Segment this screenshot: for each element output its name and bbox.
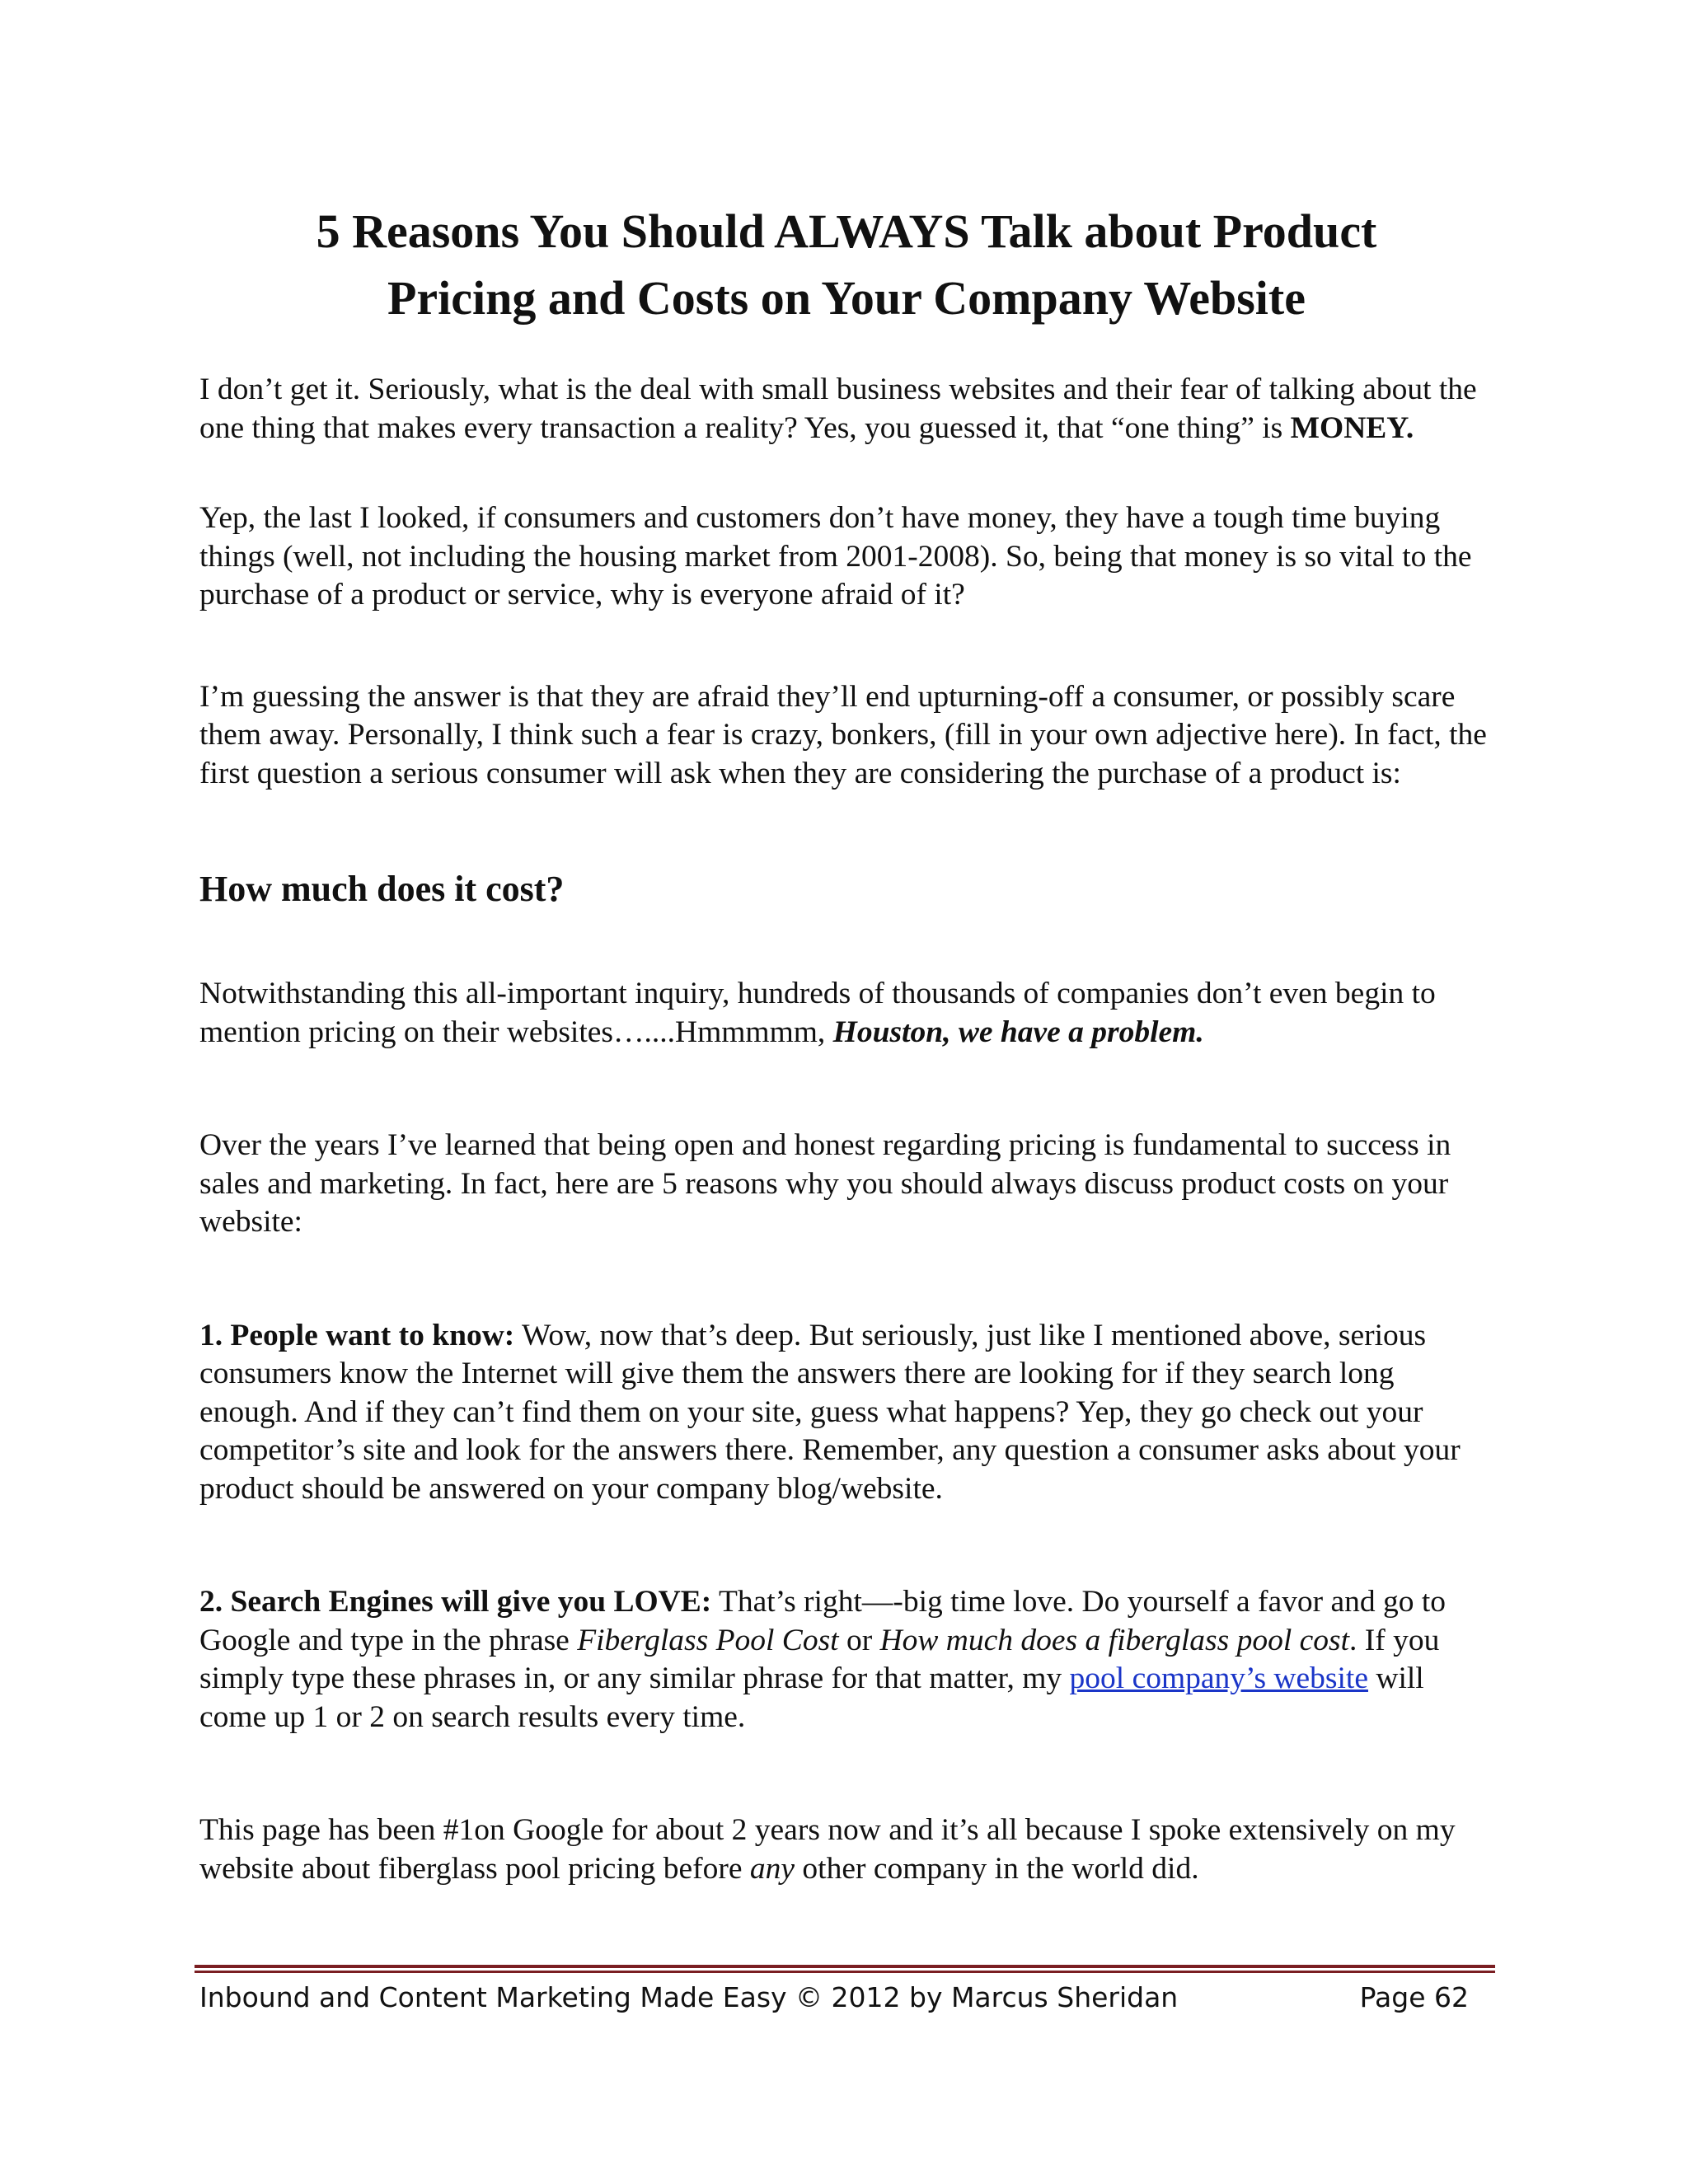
reason-2-text-4: will come up 1 or 2 on search results every time. bbox=[199, 1661, 1424, 1734]
reason-1-paragraph bbox=[199, 1317, 1493, 1509]
google-ranking-paragraph bbox=[199, 1811, 1493, 1888]
reason-2-text-2: or bbox=[838, 1623, 880, 1657]
reason-1-label: 1. People want to know: bbox=[199, 1318, 515, 1352]
reason-2-text-1: That’s right—-big time love. Do yourself a favor and go to Google and type in the phrase bbox=[199, 1585, 1447, 1657]
intro-text: I don’t get it. Seriously, what is the deal with small business websites and their fear of talking about the one thing that makes every transaction a reality? Yes, you guessed it, that “one thing” is bbox=[199, 373, 1477, 445]
over-the-years-paragraph: Over the years I’ve learned that being open and honest regarding pricing is fundamental to success in sales and marketing. In fact, here are 5 reasons why you should always discuss product costs on your website: bbox=[199, 1128, 1451, 1239]
reason-2-italic-1: Fiberglass Pool Cost bbox=[577, 1623, 839, 1657]
reason-2-label: 2. Search Engines will give you LOVE: bbox=[199, 1585, 712, 1619]
page-title-line-1: 5 Reasons You Should ALWAYS Talk about Product bbox=[316, 204, 1377, 258]
notwithstanding-text: Notwithstanding this all-important inquiry, hundreds of thousands of companies don’t even begin to mention pricing on their websites…....Hmmmmm, bbox=[199, 977, 1436, 1049]
google-ranking-text-1: This page has been #1on Google for about 2 years now and it’s all because I spoke extensively on my website about fiberglass pool pricing before bbox=[199, 1813, 1456, 1886]
money-paragraph: Yep, the last I looked, if consumers and customers don’t have money, they have a tough time buying things (well, not including the housing market from 2001-2008). So, being that money is so vital to the purchase of a product or service, why is everyone afraid of it? bbox=[199, 501, 1472, 612]
footer-page-number: Page 62 bbox=[1359, 1981, 1469, 2013]
footer-divider-thin-line bbox=[195, 1971, 1495, 1973]
google-ranking-text-2: other company in the world did. bbox=[795, 1851, 1199, 1886]
reason-2-text-3: . If you simply type these phrases in, or any similar phrase for that matter, my bbox=[199, 1623, 1440, 1695]
page-title bbox=[199, 198, 1493, 331]
intro-paragraph bbox=[199, 371, 1493, 448]
page-title-line-2: Pricing and Costs on Your Company Website bbox=[387, 271, 1306, 325]
reason-1-text: Wow, now that’s deep. But seriously, just like I mentioned above, serious consumers know the Internet will give them the answers there are looking for if they search long enough. And if they can’t find them on your site, guess what happens? Yep, they go check out your competitor’s site and look for the answers there. Remember, any question a consumer asks about your product should be answered on your company blog/website. bbox=[199, 1318, 1461, 1506]
footer-divider-thick-line bbox=[195, 1965, 1495, 1968]
footer-divider bbox=[195, 1965, 1495, 1975]
page-content bbox=[199, 198, 1493, 1888]
reason-2-italic-2: How much does a fiberglass pool cost bbox=[879, 1623, 1350, 1657]
fear-paragraph: I’m guessing the answer is that they are afraid they’ll end upturning-off a consumer, or possibly scare them away. Personally, I think such a fear is crazy, bonkers, (fill in your own adjective here). In fact, the first question a serious consumer will ask when they are considering the purchase of a product is: bbox=[199, 679, 1487, 790]
pool-company-website-link[interactable]: pool company’s website bbox=[1069, 1661, 1368, 1695]
notwithstanding-paragraph bbox=[199, 975, 1493, 1052]
reason-2-paragraph bbox=[199, 1583, 1493, 1736]
google-ranking-italic-any: any bbox=[749, 1851, 795, 1886]
intro-bold-money: MONEY. bbox=[1290, 410, 1414, 445]
houston-emphasis: Houston, we have a problem. bbox=[832, 1015, 1204, 1049]
footer-copyright: Inbound and Content Marketing Made Easy © 2012 by Marcus Sheridan bbox=[199, 1981, 1179, 2013]
cost-question-heading: How much does it cost? bbox=[199, 869, 565, 909]
